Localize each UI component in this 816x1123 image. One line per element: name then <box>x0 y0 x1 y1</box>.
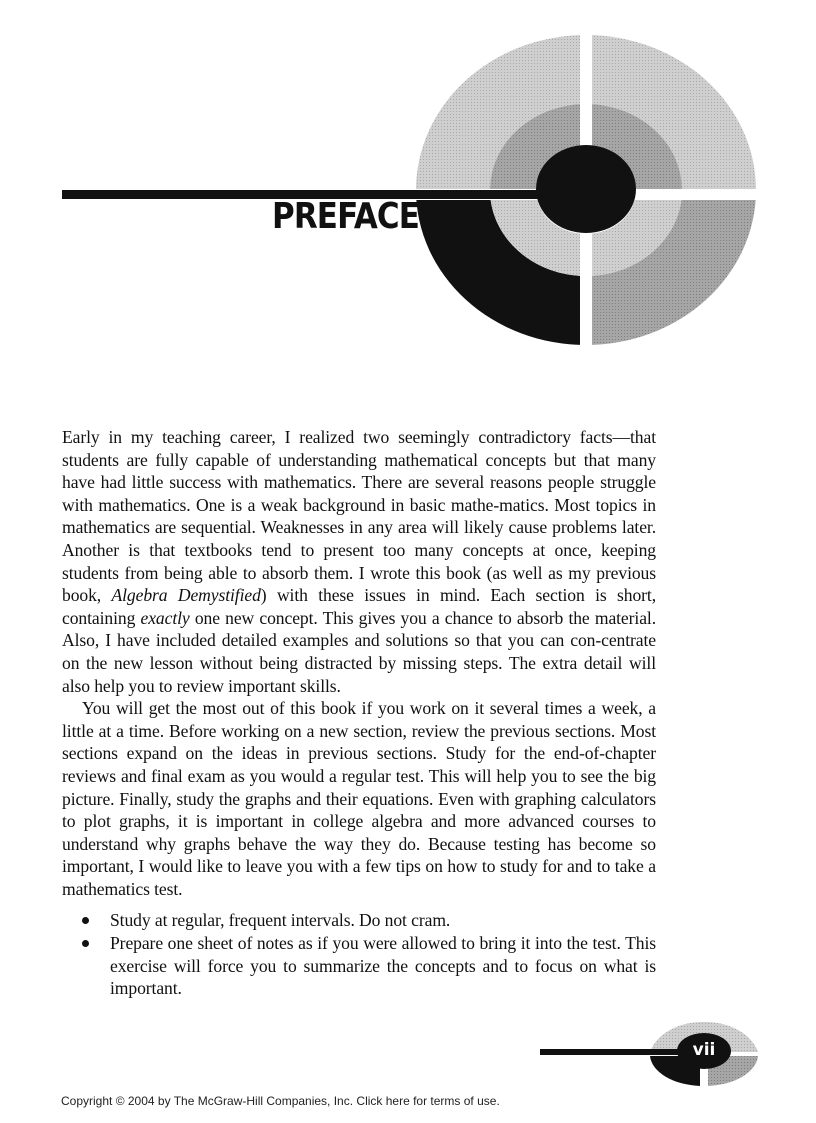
center-disc <box>536 145 636 233</box>
paragraph-2: You will get the most out of this book if you work on it several times a week, a little at a time. Before working on a new section, review the previous sections. Most sections expand on the ideas in previous sections. Study for the end-of-chapter reviews and final exam as you would a regular test. This will help you to see the big picture. Finally, study the graphs and their equations. Even with graphing calculators to plot graphs, it is important in college algebra and more advanced courses to understand why graphs behave the way they do. Because testing has become so important, I would like to leave you with a few tips on how to study for and to take a mathematics test. <box>62 698 656 899</box>
emphasis-exactly: exactly <box>140 607 190 628</box>
book-title-algebra-demystified: Algebra Demystified <box>111 585 261 606</box>
copyright-notice[interactable]: Copyright © 2004 by The McGraw-Hill Companies, Inc. Click here for terms of use. <box>61 1094 500 1108</box>
list-item: Prepare one sheet of notes as if you were allowed to bring it into the test. This exercise will force you to summarize the concepts and to focus on what is important. <box>110 932 656 1000</box>
chapter-title: PREFACE <box>272 196 420 237</box>
page-number: vii <box>692 1040 716 1060</box>
footer-rule <box>540 1049 680 1055</box>
study-tips-list <box>62 909 656 999</box>
bullet-icon <box>82 917 89 924</box>
preface-body <box>62 426 656 1000</box>
bullet-icon <box>82 940 89 947</box>
paragraph-1: Early in my teaching career, I realized two seemingly contradictory facts—that students are fully capable of understanding mathematical concepts but that many have had little success with mathematics. There are several reasons people struggle with mathematics. One is a weak background in basic mathe-matics. Most topics in mathematics are sequential. Weaknesses in any area will likely cause problems later. Another is that textbooks tend to present too many concepts at once, keeping students from being able to absorb them. I wrote this book (as well as my previous book, Algebra Demystified) with these issues in mind. Each section is short, containing exactly one new concept. This gives you a chance to absorb the material. Also, I have included detailed examples and solutions so that you can con-centrate on the new lesson without being distracted by missing steps. The extra detail will also help you to review important skills. <box>62 427 656 696</box>
list-item: Study at regular, frequent intervals. Do not cram. <box>110 909 656 932</box>
